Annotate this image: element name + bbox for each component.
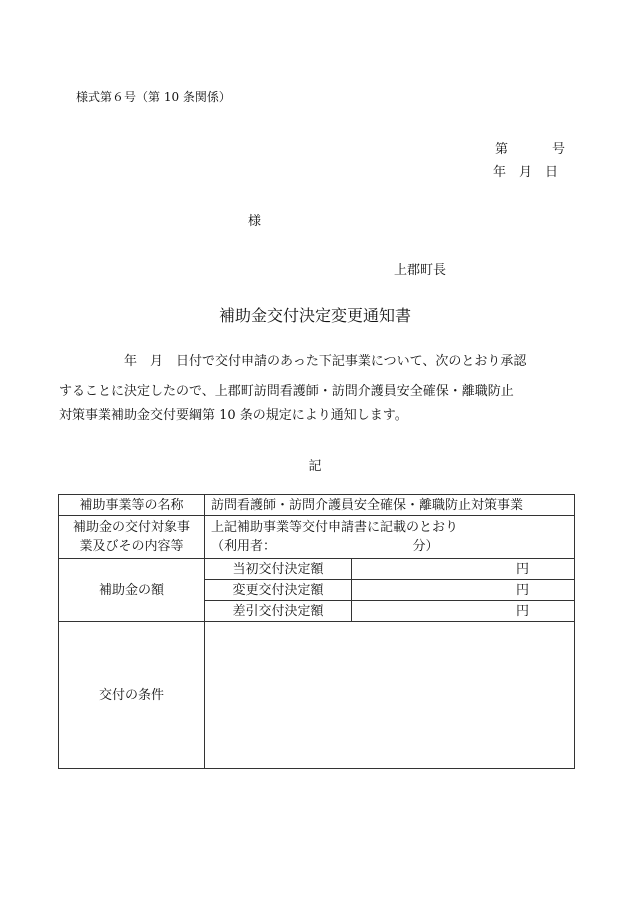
difference-amount-unit: 円 <box>352 601 575 622</box>
conditions-value <box>205 622 575 769</box>
subject-content-value: 上記補助事業等交付申請書に記載のとおり （利用者： 分） <box>205 516 575 559</box>
table-row <box>59 622 575 769</box>
conditions-label: 交付の条件 <box>59 622 205 769</box>
subject-content-label: 補助金の交付対象事 業及びその内容等 <box>59 516 205 559</box>
detail-table <box>58 494 575 769</box>
initial-amount-label: 当初交付決定額 <box>205 559 352 580</box>
changed-amount-unit: 円 <box>352 580 575 601</box>
number-suffix: 号 <box>552 142 566 157</box>
number-prefix: 第 <box>495 142 509 157</box>
project-name-label: 補助事業等の名称 <box>59 495 205 516</box>
issuer-name: 上郡町長 <box>394 263 447 278</box>
table-row <box>59 516 575 559</box>
table-row <box>59 559 575 580</box>
date-day: 日 <box>545 165 559 180</box>
date-year: 年 <box>493 165 507 180</box>
date-line <box>493 161 558 180</box>
difference-amount-label: 差引交付決定額 <box>205 601 352 622</box>
document-title: 補助金交付決定変更通知書 <box>218 306 411 325</box>
project-name-value: 訪問看護師・訪問介護員安全確保・離職防止対策事業 <box>205 495 575 516</box>
body-line-1: 年 月 日付で交付申請のあった下記事業について、次のとおり承認 <box>111 354 527 369</box>
subsidy-amount-label: 補助金の額 <box>59 559 205 622</box>
date-month: 月 <box>519 165 533 180</box>
body-line-2: することに決定したので、上郡町訪問看護師・訪問介護員安全確保・離職防止 <box>59 384 514 399</box>
ki-heading: 記 <box>308 459 322 474</box>
table-row <box>59 495 575 516</box>
form-number: 様式第６号（第 10 条関係） <box>76 90 231 104</box>
body-line-3: 対策事業補助金交付要綱第 10 条の規定により通知します。 <box>59 408 408 423</box>
addressee-suffix: 様 <box>248 214 262 229</box>
initial-amount-unit: 円 <box>352 559 575 580</box>
changed-amount-label: 変更交付決定額 <box>205 580 352 601</box>
document-number-line <box>495 138 565 157</box>
